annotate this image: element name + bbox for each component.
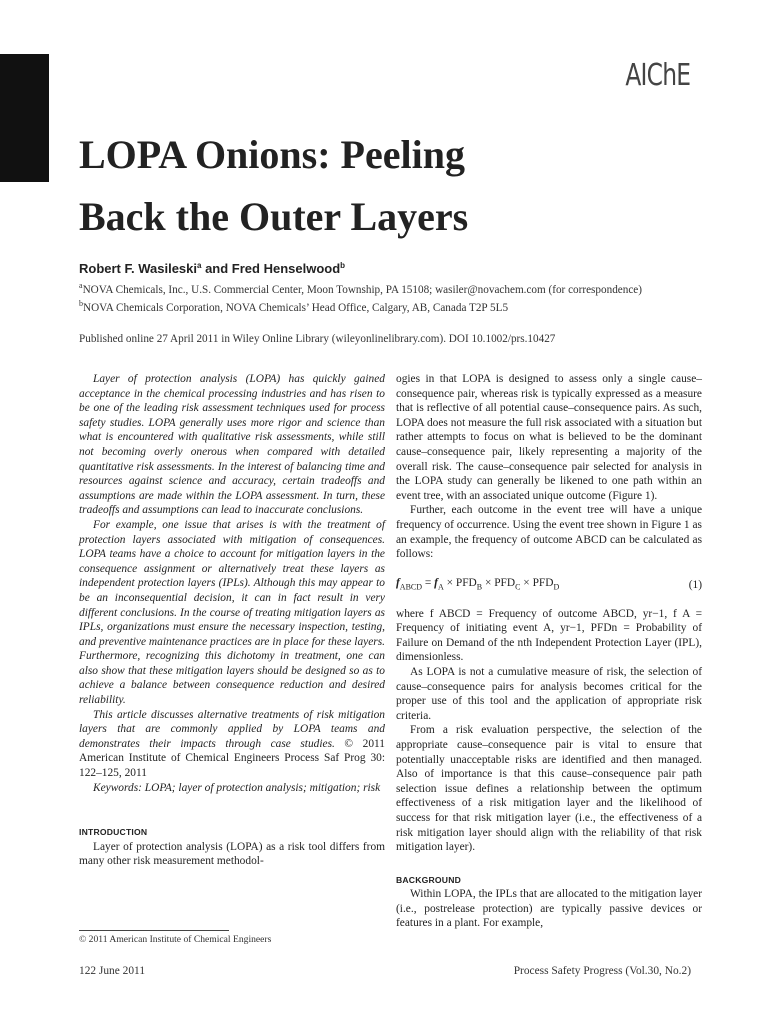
- abstract-p3-italic: This article discusses alternative treatments of risk mitigation layers that are commonly applied by LOPA teams and demonstrates their impacts through case studies.: [79, 708, 385, 750]
- keywords: Keywords: LOPA; layer of protection analysis; mitigation; risk: [93, 781, 381, 794]
- equation-1: [396, 576, 702, 595]
- title-line-2: Back the Outer Layers: [79, 194, 469, 239]
- author-joiner: and: [201, 261, 232, 276]
- abstract-citation: © 2011 American Institute of Chemical Engineers Process Saf Prog 30: 122–125, 2011: [79, 737, 386, 780]
- body-paragraph-5: From a risk evaluation perspective, the selection of the appropriate cause–consequence pair is vital to ensure that potentially unacceptable risks are identified and then managed. Also of importance is that this cause–consequence pair path selection issue defines a relationship between the optimum effectiveness of a risk mitigation layer and the likelihood of success for that risk mitigation layer (i.e., the effectiveness of a risk mitigation layer should align with the reliability of that risk mitigation layer).: [396, 724, 702, 854]
- affiliation-a: [79, 279, 699, 297]
- affiliation-b: [79, 297, 699, 315]
- equation-1-body: $f_{ABCD} = f_A \times PFD_B \times PFD_C \times PFD_D$: [396, 576, 560, 591]
- article-title: [79, 124, 679, 248]
- abstract: [79, 372, 385, 795]
- left-column: [79, 372, 385, 869]
- body-paragraph-2: Further, each outcome in the event tree will have a unique frequency of occurrence. Using the event tree shown in Figure 1 as an example, the frequency of outcome ABCD can be calculated as follows:: [396, 504, 702, 561]
- affiliation-a-text: NOVA Chemicals, Inc., U.S. Commercial Center, Moon Township, PA 15108; wasiler@novachem.com (for correspondence): [82, 284, 642, 296]
- body-paragraph-4: As LOPA is not a cumulative measure of risk, the selection of cause–consequence pairs for analysis becomes critical for the proper use of this tool and the application of appropriate risk criteria.: [396, 665, 702, 722]
- introduction-heading: INTRODUCTION: [79, 827, 148, 838]
- publication-info: Published online 27 April 2011 in Wiley Online Library (wileyonlinelibrary.com). DOI 10.1002/prs.10427: [79, 333, 556, 345]
- abstract-paragraph-3: [79, 708, 385, 781]
- abstract-paragraph-1: Layer of protection analysis (LOPA) has quickly gained acceptance in the chemical processing industries and has risen to be one of the leading risk assessment techniques used for process safety studies. LOPA generally uses more rigor and science than what is encountered with qualitative risk assessments, while still not becoming overly onerous when compared with detailed quantitative risk assessments. In the interest of balancing time and resources against science and accuracy, certain tradeoffs and assumptions are made within the LOPA assessment. In turn, these tradeoffs and assumptions can lead to inaccurate conclusions.: [79, 373, 385, 517]
- journal-logo: AIChE: [625, 58, 690, 93]
- background-heading: BACKGROUND: [396, 874, 462, 885]
- introduction-paragraph-1: Layer of protection analysis (LOPA) as a risk tool differs from many other risk measurement methodol-: [79, 840, 385, 868]
- author-2: Fred Henselwood: [231, 261, 341, 276]
- title-line-1: LOPA Onions: Peeling: [79, 132, 465, 177]
- footnote-rule: [79, 930, 229, 931]
- affiliation-b-mark: b: [79, 299, 83, 308]
- body-paragraph-1: ogies in that LOPA is designed to assess only a single cause–consequence pair, whereas risk is typically expressed as a measure that is reflective of all potential cause–consequence pairs. As such, LOPA does not measure the full risk associated with a situation but rather attempts to focus on what is believed to be the dominant cause–consequence pair, likely representing a majority of the overall risk. The cause–consequence pair selected for analysis in the LOPA study can generally be likened to one path within an event tree, with an associated unique outcome (Figure 1).: [396, 373, 702, 502]
- right-column: [396, 372, 702, 931]
- black-margin-tab: [0, 54, 49, 182]
- author-1: Robert F. Wasileski: [79, 261, 197, 276]
- footnote-copyright: © 2011 American Institute of Chemical Engineers: [79, 934, 272, 945]
- body-paragraph-6: Within LOPA, the IPLs that are allocated to the mitigation layer (i.e., postrelease protection) are typically passive devices or features in a plant. For example,: [396, 888, 702, 930]
- body-paragraph-3: where f ABCD = Frequency of outcome ABCD, yr−1, f A = Frequency of initiating event A, yr−1, PFDn = Probability of Failure on Demand of the nth Independent Protection Layer (IPL), dimensionless.: [396, 607, 702, 664]
- author-1-mark: a: [197, 261, 202, 270]
- author-line: [79, 261, 345, 276]
- author-2-mark: b: [340, 261, 346, 270]
- footer-journal-info: Process Safety Progress (Vol.30, No.2): [513, 965, 691, 977]
- footer-page-date: 122 June 2011: [79, 965, 146, 977]
- abstract-paragraph-2: For example, one issue that arises is with the treatment of protection layers associated with mitigation of consequences. LOPA teams have a choice to account for mitigation layers in the consequence assignment or alternatively treat these layers as independent protection layers (IPLs). Although this may appear to be an inconsequential decision, it can in fact result in very different conclusions. In the course of treating mitigation layers as IPLs, organizations must ensure the necessary inspection, testing, and preventive maintenance practices are in place for these layers. Furthermore, recognizing this dichotomy in treatment, one can also show that these mitigation layers should be designed so as to achieve a balance between consequence reduction and desired reliability.: [79, 518, 385, 707]
- affiliation-b-text: NOVA Chemicals Corporation, NOVA Chemicals’ Head Office, Calgary, AB, Canada T2P 5L5: [83, 302, 509, 314]
- equation-1-number: (1): [688, 578, 702, 591]
- affiliation-a-mark: a: [79, 281, 83, 290]
